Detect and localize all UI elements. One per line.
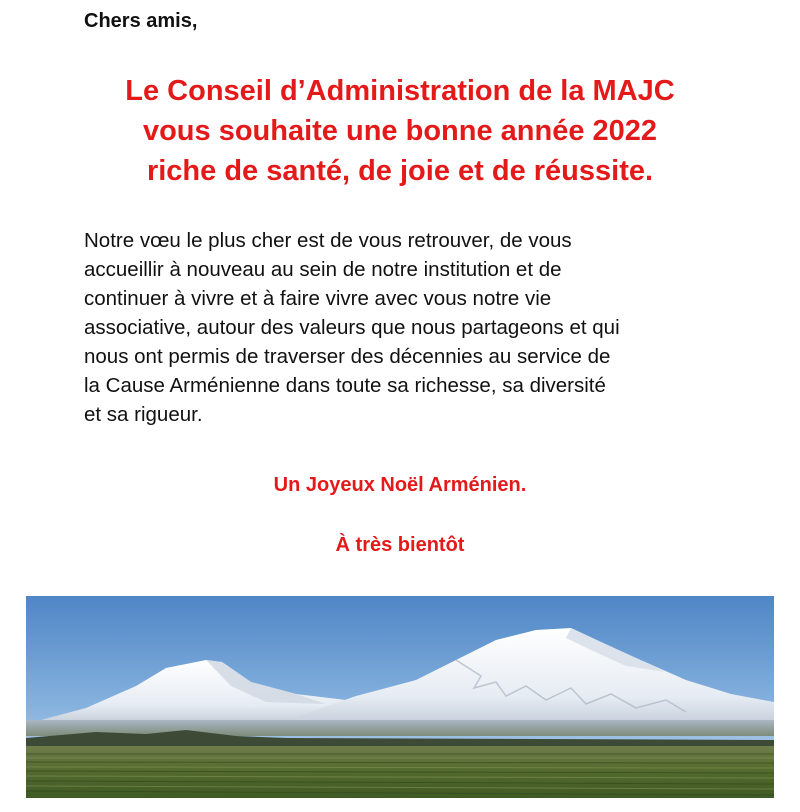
foothill-haze <box>26 720 774 736</box>
message-line: Notre vœu le plus cher est de vous retrouver, de vous <box>84 229 572 252</box>
message-paragraph <box>84 226 724 429</box>
headline-line-3: riche de santé, de joie et de réussite. <box>146 155 654 187</box>
mount-ararat-photo <box>26 596 774 798</box>
headline-line-1: Le Conseil d’Administration de la MAJC <box>125 75 675 107</box>
holiday-wish: Un Joyeux Noël Arménien. <box>273 474 527 496</box>
sign-off: À très bientôt <box>335 534 465 556</box>
message-line: la Cause Arménienne dans toute sa richesse, sa diversité <box>84 374 606 397</box>
message-line: accueillir à nouveau au sein de notre institution et de <box>84 258 562 281</box>
message-line: continuer à vivre et à faire vivre avec vous notre vie <box>84 287 552 310</box>
message-line: associative, autour des valeurs que nous partageons et qui <box>84 316 620 339</box>
headline-line-2: vous souhaite une bonne année 2022 <box>142 115 658 147</box>
greeting: Chers amis, <box>84 10 198 32</box>
headline <box>0 71 800 191</box>
message-line: nous ont permis de traverser des décennies au service de <box>84 345 611 368</box>
message-line: et sa rigueur. <box>84 403 203 426</box>
